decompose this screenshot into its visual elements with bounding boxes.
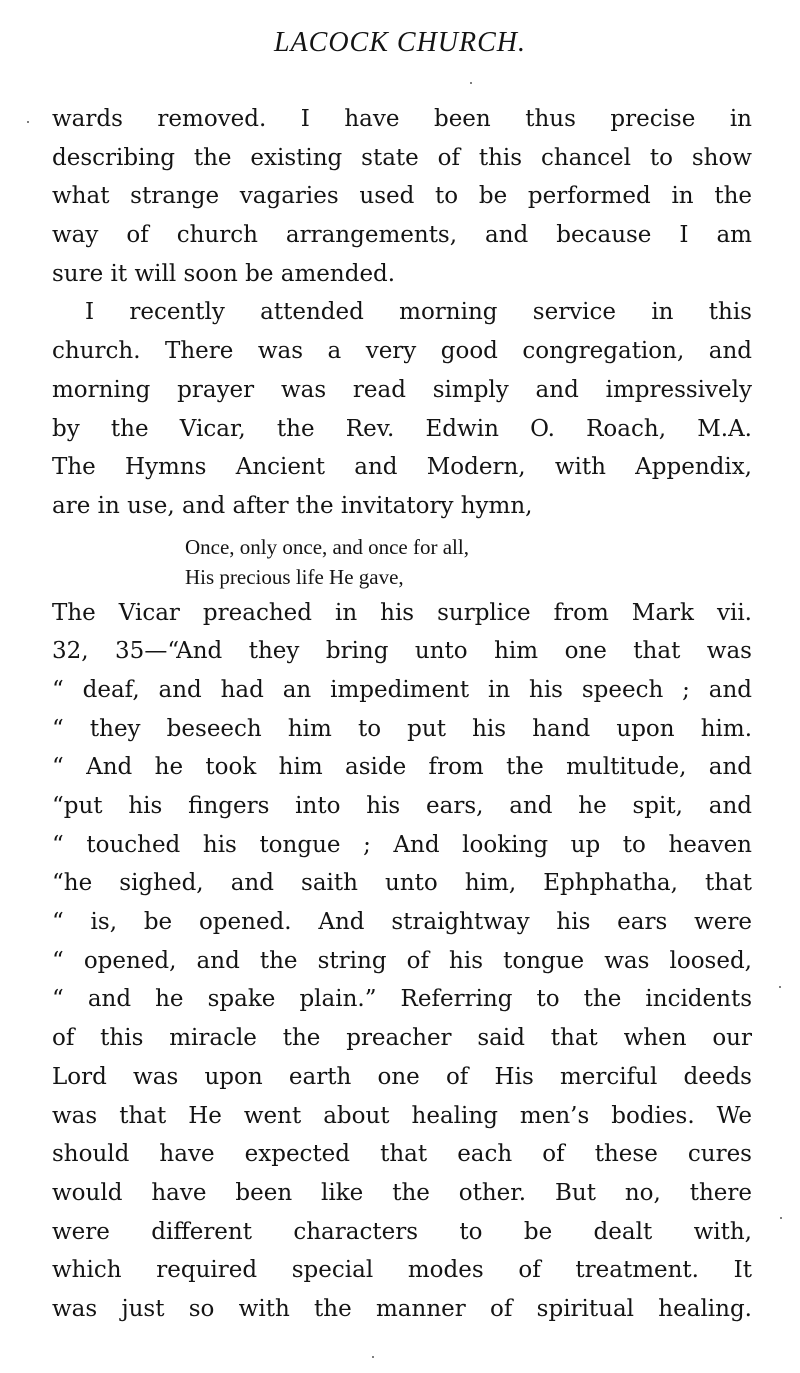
text-line: 32, 35—“And they bring unto him one that was <box>52 638 752 665</box>
text-line: of this miracle the preacher said that when our <box>52 1025 752 1052</box>
text-line: “put his fingers into his ears, and he spit, and <box>52 793 752 819</box>
text-line: which required special modes of treatment. It <box>52 1257 752 1284</box>
text-line: The Hymns Ancient and Modern, with Appendix, <box>52 454 752 481</box>
text-line: “he sighed, and saith unto him, Ephphatha, that <box>52 870 752 897</box>
text-line: I recently attended morning service in this <box>85 299 752 326</box>
text-line: way of church arrangements, and because I am <box>52 222 752 249</box>
text-line: The Vicar preached in his surplice from Mark vii. <box>52 599 752 626</box>
text-line: morning prayer was read simply and impressively <box>52 376 752 403</box>
paper-speck <box>779 986 781 988</box>
text-line: “ is, be opened. And straightway his ears were <box>52 909 752 936</box>
paper-speck <box>372 1356 374 1358</box>
text-line: “ touched his tongue ; And looking up to heaven <box>52 831 752 858</box>
paragraph <box>52 293 752 525</box>
text-line: Lord was upon earth one of His merciful deeds <box>52 1063 752 1090</box>
verse-line: Once, only once, and once for all, <box>185 534 469 559</box>
text-line: church. There was a very good congregation, and <box>52 338 752 365</box>
text-line: “ opened, and the string of his tongue was loosed, <box>52 947 752 974</box>
text-line: was just so with the manner of spiritual healing. <box>52 1295 752 1322</box>
text-line: was that He went about healing men’s bodies. We <box>52 1102 752 1129</box>
paragraph <box>52 100 752 293</box>
text-line: “ deaf, and had an impediment in his speech ; and <box>52 676 752 703</box>
text-line: are in use, and after the invitatory hymn, <box>52 492 533 519</box>
text-line: “ And he took him aside from the multitude, and <box>52 754 752 781</box>
running-head: LACOCK CHURCH. <box>273 27 527 58</box>
verse-line: His precious life He gave, <box>185 564 404 589</box>
hymn-quotation <box>52 532 752 592</box>
body-text <box>52 100 752 1329</box>
text-line: by the Vicar, the Rev. Edwin O. Roach, M.A. <box>52 415 752 442</box>
paper-speck <box>27 121 29 123</box>
text-line: should have expected that each of these cures <box>52 1141 752 1168</box>
paper-speck <box>780 1217 782 1219</box>
text-line: describing the existing state of this chancel to show <box>52 144 752 171</box>
text-line: sure it will soon be amended. <box>52 260 396 287</box>
text-line: wards removed. I have been thus precise in <box>52 106 752 132</box>
text-line: what strange vagaries used to be performed in the <box>52 183 752 210</box>
paragraph <box>52 594 752 1329</box>
text-line: “ they beseech him to put his hand upon him. <box>52 715 752 742</box>
text-line: “ and he spake plain.” Referring to the incidents <box>52 986 752 1013</box>
paper-speck <box>470 82 472 84</box>
text-line: were different characters to be dealt with, <box>52 1218 752 1245</box>
text-line: would have been like the other. But no, there <box>52 1179 752 1206</box>
